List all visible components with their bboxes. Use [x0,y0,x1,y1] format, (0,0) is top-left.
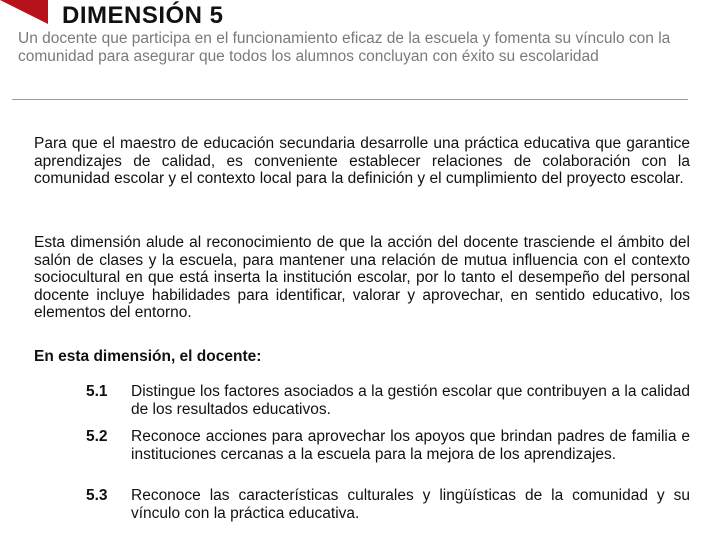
item-number: 5.1 [86,383,108,400]
list-item [86,487,690,522]
corner-triangle-icon [0,0,52,24]
item-number: 5.3 [86,487,108,504]
list-item [86,383,690,418]
list-item [86,428,690,463]
item-text: Distingue los factores asociados a la gestión escolar que contribuyen a la calidad de los resultados educativos. [131,383,690,418]
item-text: Reconoce las características culturales y lingüísticas de la comunidad y su vínculo con la práctica educativa. [131,487,690,522]
page-title: DIMENSIÓN 5 [62,2,224,29]
section-lead: En esta dimensión, el docente: [34,348,262,365]
item-number: 5.2 [86,428,108,445]
page-subtitle: Un docente que participa en el funcionamiento eficaz de la escuela y fomenta su vínculo con la comunidad para asegurar que todos los alumnos concluyan con éxito su escolaridad [18,30,671,65]
paragraph-1: Para que el maestro de educación secundaria desarrolle una práctica educativa que garantice aprendizajes de calidad, es conveniente establecer relaciones de colaboración con la comunidad escolar y el contexto local para la definición y el cumplimiento del proyecto escolar. [34,135,690,188]
item-text: Reconoce acciones para aprovechar los apoyos que brindan padres de familia e instituciones cercanas a la escuela para la mejora de los aprendizajes. [131,428,690,463]
paragraph-2: Esta dimensión alude al reconocimiento de que la acción del docente trasciende el ámbito del salón de clases y la escuela, para mantener una relación de mutua influencia con el contexto sociocultural en que está inserta la institución escolar, por lo tanto el desempeño del personal docente incluye habilidades para identificar, valorar y aprovechar, en sentido educativo, los elementos del entorno. [34,234,690,322]
divider [12,99,688,100]
